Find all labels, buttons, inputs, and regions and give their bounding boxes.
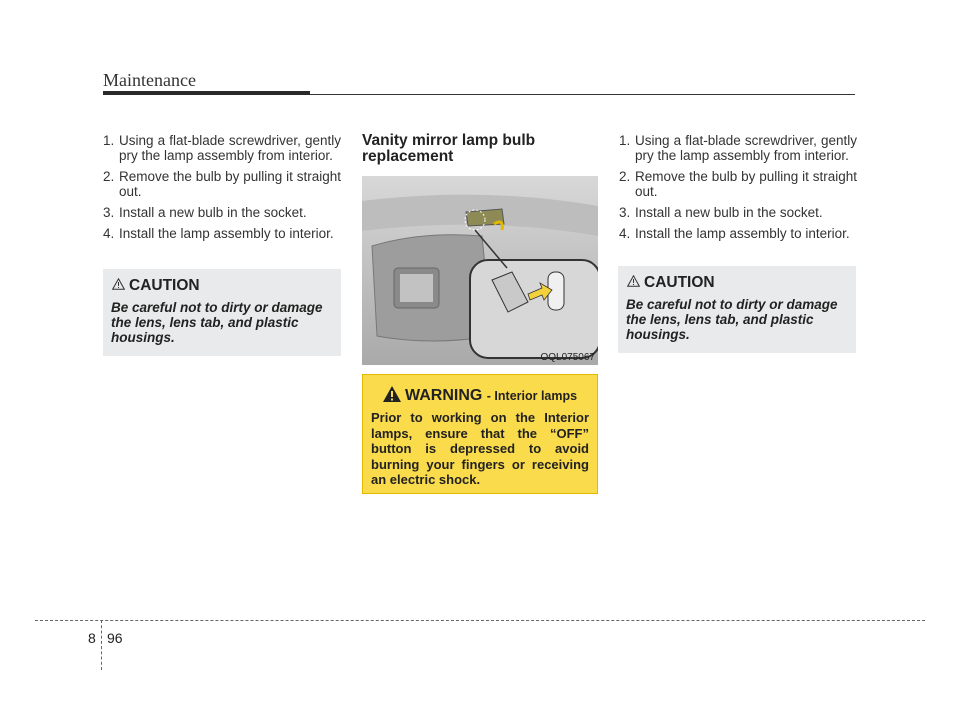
step-list (103, 133, 341, 241)
header-rule-accent (103, 91, 310, 95)
footer-rule (35, 620, 925, 621)
step-item: 1. Using a flat-blade screwdriver, gently pry the lamp assembly from interior. (619, 133, 857, 163)
caution-title: CAUTION (644, 274, 715, 291)
caution-triangle-icon (627, 275, 640, 287)
step-item: 3. Install a new bulb in the socket. (619, 205, 823, 220)
step-item: 3. Install a new bulb in the socket. (103, 205, 307, 220)
caution-title: CAUTION (129, 277, 200, 294)
warning-title: WARNING - Interior lamps (405, 387, 578, 404)
caution-box (618, 266, 856, 353)
warning-triangle-icon (382, 385, 402, 403)
step-item: 4. Install the lamp assembly to interior. (103, 226, 334, 241)
vanity-mirror-drawing (362, 176, 598, 365)
left-column (103, 133, 341, 247)
right-column (619, 133, 857, 247)
warning-box (362, 374, 598, 494)
caution-text: Be careful not to dirty or damage the lens, lens tab, and plastic housings. (111, 300, 323, 345)
page-header-title: Maintenance (103, 70, 196, 90)
footer-divider (101, 620, 102, 670)
warning-subtitle: - Interior lamps (486, 389, 578, 403)
vanity-mirror-lamp-illustration (362, 176, 598, 365)
step-item: 2. Remove the bulb by pulling it straight out. (619, 169, 857, 199)
step-item: 4. Install the lamp assembly to interior. (619, 226, 850, 241)
chapter-number: 8 (88, 630, 96, 646)
warning-text: Prior to working on the Interior lamps, ensure that the “OFF” button is depressed to avoid burning your fingers or receiving an electric shock. (371, 410, 589, 487)
page-number: 96 (107, 630, 123, 646)
section-title: Vanity mirror lamp bulb replacement (362, 132, 536, 165)
caution-text: Be careful not to dirty or damage the lens, lens tab, and plastic housings. (626, 297, 838, 342)
step-list (619, 133, 857, 241)
middle-column (362, 133, 600, 165)
step-item: 1. Using a flat-blade screwdriver, gently pry the lamp assembly from interior. (103, 133, 341, 163)
figure-code: OQL075067 (540, 352, 595, 363)
caution-triangle-icon (112, 278, 125, 290)
step-item: 2. Remove the bulb by pulling it straight out. (103, 169, 341, 199)
caution-box (103, 269, 341, 356)
